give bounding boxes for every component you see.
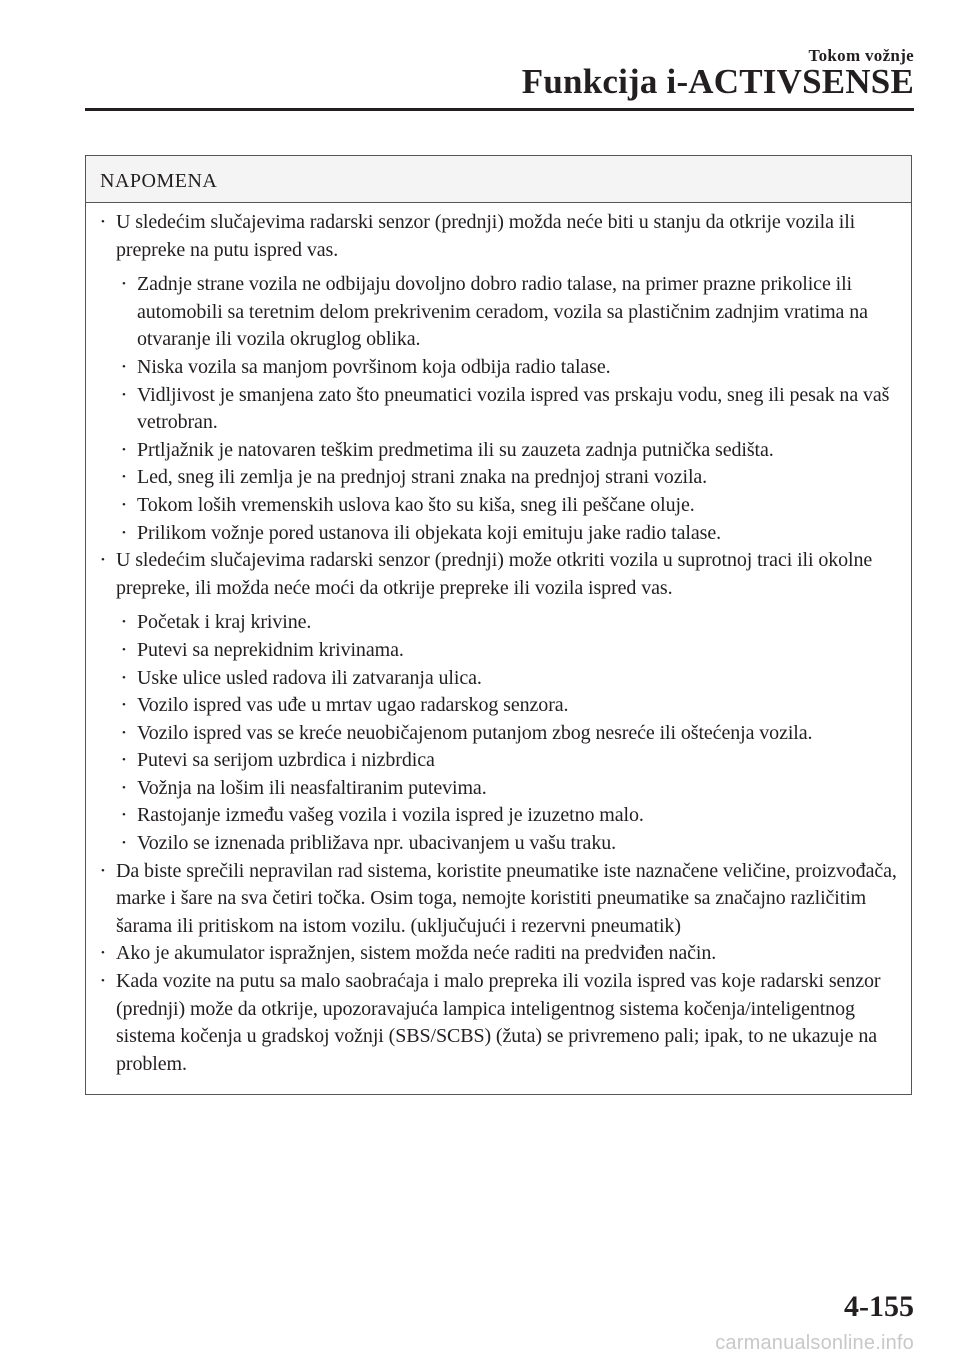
sublist-item: • Vozilo ispred vas se kreće neuobičajenom putanjom zbog nesreće ili oštećenja vozila.	[121, 720, 901, 748]
page-title: Funkcija i-ACTIVSENSE	[521, 62, 914, 101]
sublist-item: • Prilikom vožnje pored ustanova ili objekata koji emituju jake radio talase.	[121, 520, 901, 548]
sublist-item: • Početak i kraj krivine.	[121, 609, 901, 637]
sublist-item: • Uske ulice usled radova ili zatvaranja ulica.	[121, 665, 901, 693]
header-rule	[85, 108, 914, 111]
section-label: Tokom vožnje	[808, 46, 914, 65]
sublist-item: • Zadnje strane vozila ne odbijaju dovoljno dobro radio talase, na primer prazne prikolice ili automobili sa teretnim delom prekrivenim ceradom, vozila sa plastičnim zadnjim vratima na otvaranje ili vozila okruglog oblika.	[121, 271, 901, 354]
sublist-item: • Putevi sa neprekidnim krivinama.	[121, 637, 901, 665]
note-item-text: U sledećim slučajevima radarski senzor (prednji) može otkriti vozila u suprotnoj traci ili okolne prepreke, ili možda neće moći da otkrije prepreke ili vozila ispred vas.	[116, 549, 873, 599]
sublist-item: • Prtljažnik je natovaren teškim predmetima ili su zauzeta zadnja putnička sedišta.	[121, 437, 901, 465]
sublist-item: • Led, sneg ili zemlja je na prednjoj strani znaka na prednjoj strani vozila.	[121, 464, 901, 492]
note-heading: NAPOMENA	[86, 156, 911, 203]
sublist-item: • Vožnja na lošim ili neasfaltiranim putevima.	[121, 775, 901, 803]
sublist-item: • Rastojanje između vašeg vozila i vozila ispred je izuzetno malo.	[121, 802, 901, 830]
watermark: carmanualsonline.info	[715, 1332, 914, 1354]
note-item	[100, 547, 901, 602]
sublist	[121, 609, 901, 857]
sublist-item: • Vidljivost je smanjena zato što pneumatici vozila ispred vas prskaju vodu, sneg ili pesak na vaš vetrobran.	[121, 382, 901, 437]
sublist-item: • Tokom loših vremenskih uslova kao što su kiša, sneg ili peščane oluje.	[121, 492, 901, 520]
note-item: • Kada vozite na putu sa malo saobraćaja i malo prepreka ili vozila ispred vas koje radarski senzor (prednji) može da otkrije, upozoravajuća lampica inteligentnog sistema kočenja/inteligentnog sistema kočenja u gradskoj vožnji (SBS/SCBS) (žuta) se privremeno pali; ipak, to ne ukazuje na problem.	[100, 968, 901, 1078]
sublist-item: • Vozilo se iznenada približava npr. ubacivanjem u vašu traku.	[121, 830, 901, 858]
note-item	[100, 209, 901, 264]
sublist-item: • Putevi sa serijom uzbrdica i nizbrdica	[121, 747, 901, 775]
page-number: 4-155	[844, 1290, 914, 1323]
note-item-text: U sledećim slučajevima radarski senzor (prednji) možda neće biti u stanju da otkrije vozila ili prepreke na putu ispred vas.	[116, 211, 856, 261]
sublist-item: • Vozilo ispred vas uđe u mrtav ugao radarskog senzora.	[121, 692, 901, 720]
note-body	[86, 203, 911, 1078]
sublist	[121, 271, 901, 547]
note-item: • Da biste sprečili nepravilan rad sistema, koristite pneumatike iste naznačene veličine, proizvođača, marke i šare na sva četiri točka. Osim toga, nemojte koristiti pneumatike sa značajno različitim šarama ili pritiskom na istom vozilu. (uključujući i rezervni pneumatik)	[100, 858, 901, 941]
note-box	[85, 155, 912, 1095]
sublist-item: • Niska vozila sa manjom površinom koja odbija radio talase.	[121, 354, 901, 382]
note-item: • Ako je akumulator ispražnjen, sistem možda neće raditi na predviđen način.	[100, 940, 901, 968]
